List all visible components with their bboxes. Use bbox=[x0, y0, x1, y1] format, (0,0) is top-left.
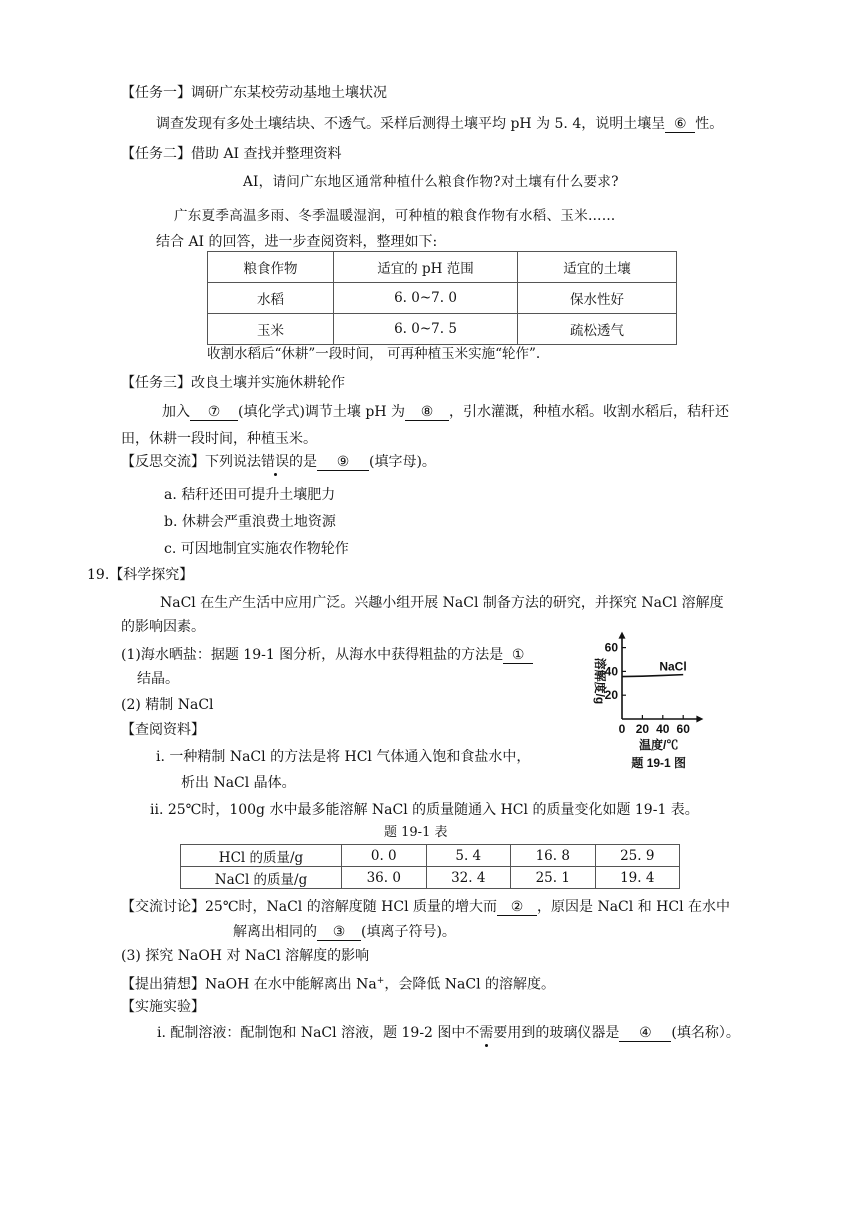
blank-2[interactable]: ② bbox=[497, 899, 537, 916]
experiment-text-b: 用到的玻璃仪器是 bbox=[507, 1025, 620, 1041]
y-tick-label: 60 bbox=[604, 640, 618, 655]
x-axis-label: 温度/℃ bbox=[639, 738, 679, 752]
ref-i-a: i. 一种精制 NaCl 的方法是将 HCl 气体通入饱和食盐水中， bbox=[156, 749, 531, 765]
table-row-label: HCl 的质量/g bbox=[181, 845, 342, 867]
q19-intro2: 的影响因素。 bbox=[121, 619, 205, 635]
q19-part1-text: (1)海水晒盐：据题 19-1 图分析，从海水中获得粗盐的方法是 bbox=[121, 647, 504, 663]
superscript-plus: + bbox=[376, 976, 385, 986]
task2-intro: 结合 AI 的回答，进一步查阅资料，整理如下: bbox=[156, 234, 438, 250]
x-tick-label: 60 bbox=[676, 722, 690, 736]
option-a: a. 秸秆还田可提升土壤肥力 bbox=[164, 487, 336, 503]
reflection-mid: 的是 bbox=[289, 454, 317, 470]
table-row bbox=[181, 845, 680, 867]
reflection-question bbox=[121, 452, 436, 472]
q19-part3: (3) 探究 NaOH 对 NaCl 溶解度的影响 bbox=[121, 948, 370, 964]
table-caption: 题 19-1 表 bbox=[384, 825, 448, 840]
x-tick-label: 20 bbox=[635, 722, 650, 736]
task3-text-c: ，引水灌溉，种植水稻。收割水稻后，秸秆还 bbox=[449, 404, 729, 420]
series-label: NaCl bbox=[659, 659, 687, 674]
discussion-line2 bbox=[233, 922, 456, 942]
x-axis-arrow bbox=[696, 716, 703, 723]
table-row bbox=[208, 314, 677, 345]
task3-line2: 田，休耕一段时间，种植玉米。 bbox=[121, 431, 317, 447]
task1-text-end: 性。 bbox=[695, 116, 724, 132]
experiment-text-c: (填名称）。 bbox=[671, 1025, 740, 1041]
option-c: c. 可因地制宜实施农作物轮作 bbox=[164, 541, 349, 557]
crop-table bbox=[207, 251, 677, 345]
q19-heading: 19.【科学探究】 bbox=[87, 567, 194, 583]
blank-7[interactable]: ⑦ bbox=[190, 404, 238, 421]
blank-1[interactable]: ① bbox=[503, 647, 533, 664]
table-cell: 32. 4 bbox=[426, 867, 511, 889]
q19-part2: (2) 精制 NaCl bbox=[121, 697, 214, 713]
task3-text-b: (填化学式)调节土壤 pH 为 bbox=[238, 404, 405, 420]
blank-4[interactable]: ④ bbox=[619, 1025, 671, 1042]
experiment-emphasis: 不需要 bbox=[465, 1025, 508, 1041]
task3-line1 bbox=[162, 402, 729, 422]
table-cell: 6. 0~7. 5 bbox=[334, 314, 518, 345]
y-axis-label: 溶解度/g bbox=[593, 657, 607, 705]
task2-note: 收割水稻后“休耕”一段时间， 可再种植玉米实施“轮作”. bbox=[207, 346, 541, 362]
discussion-text-d: (填离子符号)。 bbox=[361, 924, 456, 940]
table-row bbox=[181, 867, 680, 889]
y-axis-arrow bbox=[619, 632, 626, 639]
table-cell: 19. 4 bbox=[595, 867, 680, 889]
ref-heading: 【查阅资料】 bbox=[121, 722, 205, 738]
task3-text-a: 加入 bbox=[162, 404, 190, 420]
table-cell: 6. 0~7. 0 bbox=[334, 283, 518, 314]
q19-part1-end: 结晶。 bbox=[137, 671, 179, 687]
task3-heading: 【任务三】改良土壤并实施休耕轮作 bbox=[121, 375, 345, 391]
y-tick-label: 40 bbox=[604, 664, 618, 679]
task2-heading: 【任务二】借助 AI 查找并整理资料 bbox=[121, 146, 342, 162]
hypothesis-text: NaOH 在水中能解离出 Na bbox=[205, 976, 377, 993]
hypothesis-heading: 【提出猜想】 bbox=[121, 976, 205, 993]
reflection-prefix: 【反思交流】下列说法 bbox=[121, 454, 261, 470]
discussion-text-c: 解离出相同的 bbox=[233, 924, 317, 940]
blank-3[interactable]: ③ bbox=[317, 924, 361, 941]
q19-part1 bbox=[121, 645, 533, 665]
task1-line bbox=[156, 114, 723, 134]
experiment-text-a: i. 配制溶液：配制饱和 NaCl 溶液，题 19-2 图中 bbox=[157, 1025, 466, 1041]
table-cell: 保水性好 bbox=[518, 283, 677, 314]
ref-ii: ii. 25℃时，100g 水中最多能溶解 NaCl 的质量随通入 HCl 的质量变化如题 19-1 表。 bbox=[150, 802, 699, 818]
table-cell: 25. 9 bbox=[595, 845, 680, 867]
reflection-suffix: (填字母)。 bbox=[369, 454, 436, 470]
table-header: 粮食作物 bbox=[208, 252, 334, 283]
table-cell: 25. 1 bbox=[511, 867, 596, 889]
blank-8[interactable]: ⑧ bbox=[405, 404, 449, 421]
table-cell: 疏松透气 bbox=[518, 314, 677, 345]
ai-answer: 广东夏季高温多雨、冬季温暖湿润，可种植的粮食作物有水稻、玉米…… bbox=[174, 208, 616, 224]
table-row bbox=[208, 252, 677, 283]
table-cell: 玉米 bbox=[208, 314, 334, 345]
task1-text: 调查发现有多处土壤结块、不透气。采样后测得土壤平均 pH 为 5. 4，说明土壤呈 bbox=[156, 116, 666, 132]
table-cell: 5. 4 bbox=[426, 845, 511, 867]
table-cell: 水稻 bbox=[208, 283, 334, 314]
x-tick-label: 40 bbox=[656, 722, 670, 736]
experiment-i bbox=[157, 1023, 740, 1043]
reflection-emphasis: 错误 bbox=[261, 454, 289, 470]
blank-6[interactable]: ⑥ bbox=[665, 116, 695, 133]
table-cell: 0. 0 bbox=[342, 845, 427, 867]
x-tick-label: 0 bbox=[618, 722, 626, 736]
ai-question: AI，请问广东地区通常种植什么粮食作物?对土壤有什么要求? bbox=[243, 174, 619, 190]
nacl-curve bbox=[622, 675, 683, 677]
task1-heading: 【任务一】调研广东某校劳动基地土壤状况 bbox=[121, 85, 387, 101]
table-cell: 36. 0 bbox=[342, 867, 427, 889]
blank-9[interactable]: ⑨ bbox=[317, 454, 369, 471]
discussion-text-b: ，原因是 NaCl 和 HCl 在水中 bbox=[537, 899, 731, 915]
hcl-nacl-table bbox=[180, 844, 680, 889]
discussion-text-a: 【交流讨论】25℃时，NaCl 的溶解度随 HCl 质量的增大而 bbox=[121, 899, 498, 915]
q19-intro1: NaCl 在生产生活中应用广泛。兴趣小组开展 NaCl 制备方法的研究，并探究 NaCl 溶解度 bbox=[160, 595, 724, 611]
table-cell: 16. 8 bbox=[511, 845, 596, 867]
y-tick-label: 20 bbox=[604, 688, 618, 703]
discussion-line1 bbox=[121, 897, 730, 917]
chart-title: 题 19-1 图 bbox=[631, 756, 687, 770]
table-row bbox=[208, 283, 677, 314]
table-header: 适宜的 pH 范围 bbox=[334, 252, 518, 283]
table-header: 适宜的土壤 bbox=[518, 252, 677, 283]
table-row-label: NaCl 的质量/g bbox=[181, 867, 342, 889]
hypothesis bbox=[121, 971, 555, 995]
solubility-chart bbox=[560, 618, 760, 773]
option-b: b. 休耕会严重浪费土地资源 bbox=[164, 514, 336, 530]
experiment-heading: 【实施实验】 bbox=[121, 999, 205, 1015]
hypothesis-end: ，会降低 NaCl 的溶解度。 bbox=[384, 976, 556, 993]
ref-i-b: 析出 NaCl 晶体。 bbox=[181, 775, 296, 791]
